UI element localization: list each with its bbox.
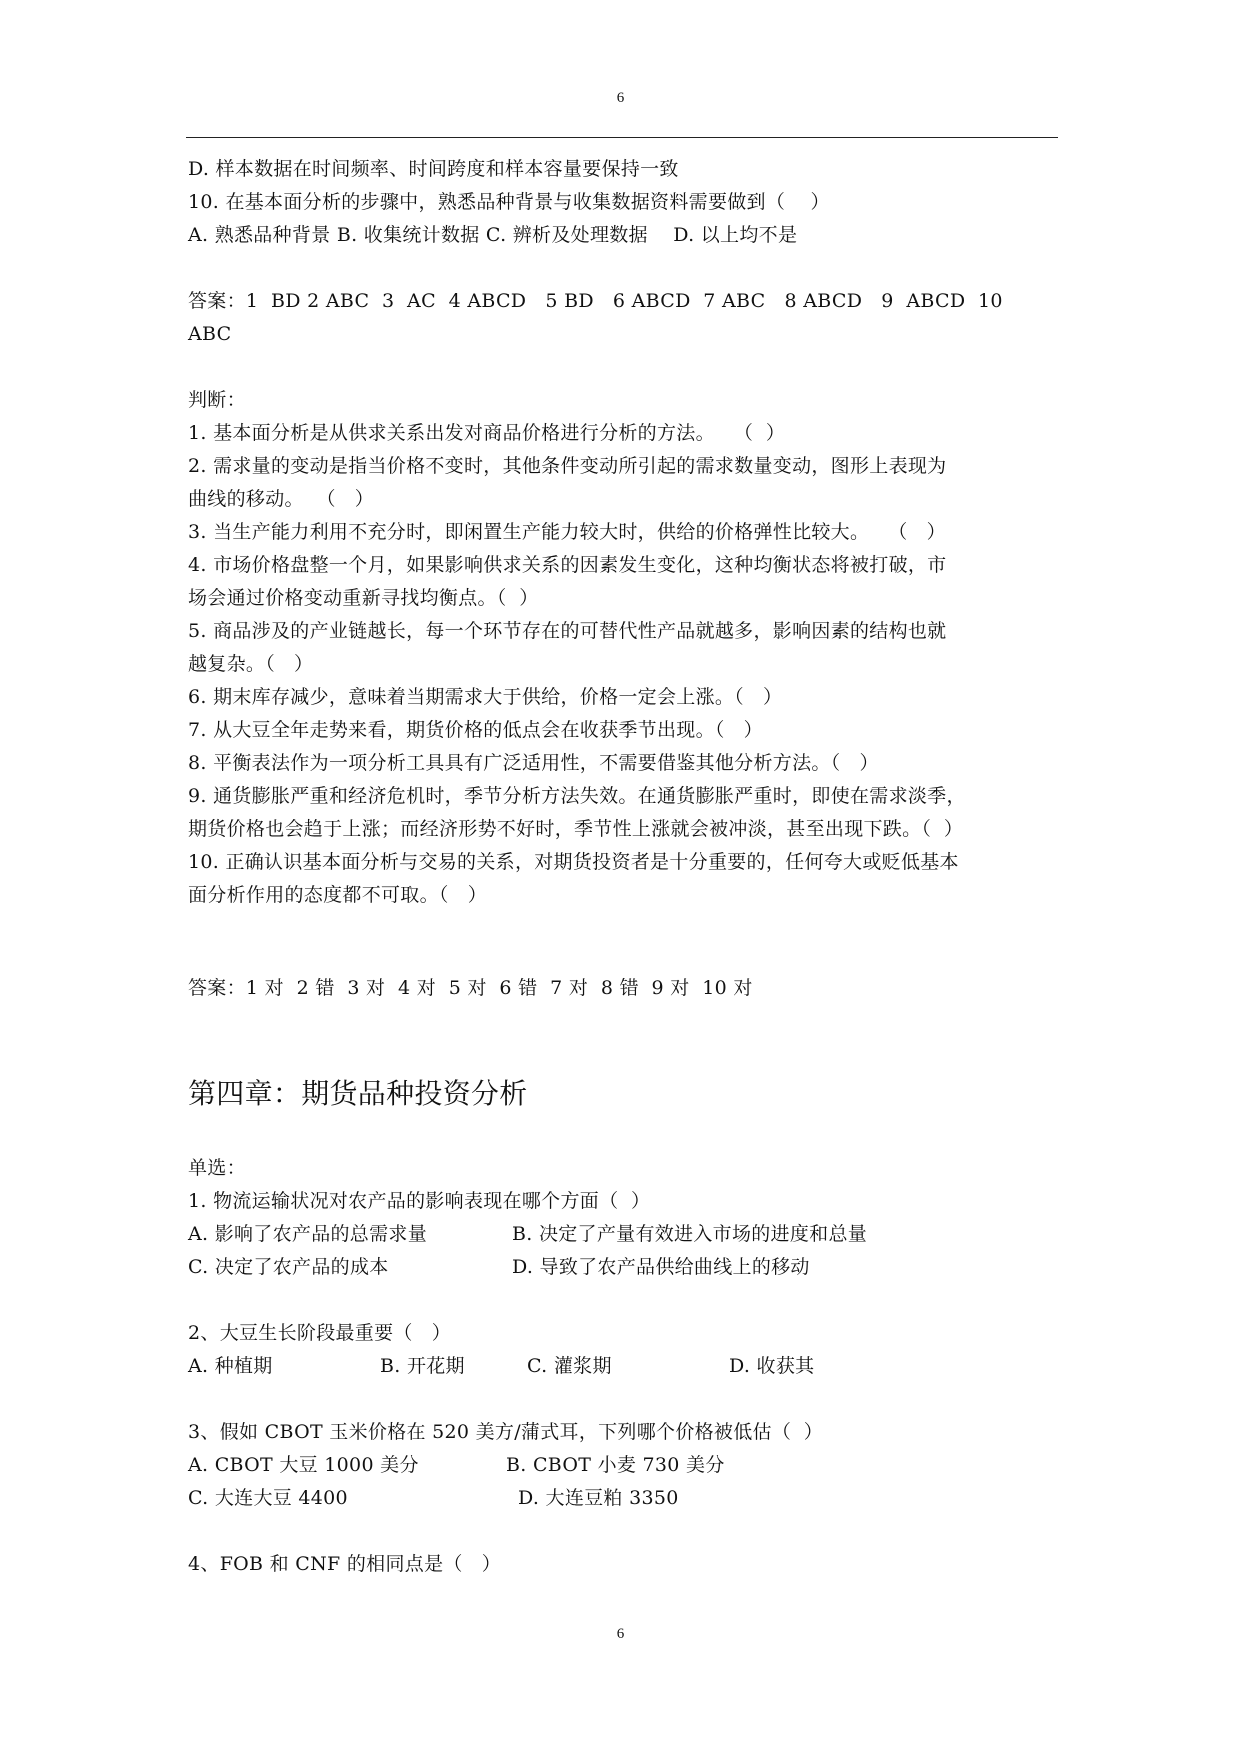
answers-line-1: 答案：1 BD 2 ABC 3 AC 4 ABCD 5 BD 6 ABCD 7 ABC 8 ABCD 9 ABCD 10 bbox=[188, 290, 1003, 312]
judgement-line: 3. 当生产能力利用不充分时，即闲置生产能力较大时，供给的价格弹性比较大。 （ ） bbox=[188, 521, 946, 543]
option-c: C. 大连大豆 4400 bbox=[188, 1487, 348, 1509]
judgement-line: 9. 通货膨胀严重和经济危机时，季节分析方法失效。在通货膨胀严重时，即使在需求淡季， bbox=[188, 785, 966, 807]
options-row bbox=[188, 1350, 1058, 1383]
options-row bbox=[188, 1482, 1058, 1515]
option-c: C. 决定了农产品的成本 bbox=[188, 1256, 389, 1278]
header-rule bbox=[186, 137, 1058, 138]
judgement-title: 判断： bbox=[188, 389, 246, 411]
judgement-line: 越复杂。（ ） bbox=[188, 653, 314, 675]
document-body bbox=[188, 153, 1058, 1581]
prev-option-d: D. 样本数据在时间频率、时间跨度和样本容量要保持一致 bbox=[188, 158, 679, 180]
footer-page-number: 6 bbox=[616, 1626, 625, 1642]
judgement-answers: 答案：1 对 2 错 3 对 4 对 5 对 6 错 7 对 8 错 9 对 10 对 bbox=[188, 977, 753, 999]
judgement-line: 7. 从大豆全年走势来看，期货价格的低点会在收获季节出现。（ ） bbox=[188, 719, 763, 741]
chapter-title: 第四章：期货品种投资分析 bbox=[188, 1077, 528, 1110]
judgement-line: 期货价格也会趋于上涨；而经济形势不好时，季节性上涨就会被冲淡，甚至出现下跌。（ ） bbox=[188, 818, 964, 840]
option-d: D. 大连豆粕 3350 bbox=[518, 1487, 679, 1509]
question-text: 3、假如 CBOT 玉米价格在 520 美方/蒲式耳，下列哪个价格被低估（ ） bbox=[188, 1421, 824, 1443]
judgement-line: 曲线的移动。 （ ） bbox=[188, 488, 375, 510]
option-b: B. 开花期 bbox=[380, 1355, 465, 1377]
judgement-line: 4. 市场价格盘整一个月，如果影响供求关系的因素发生变化，这种均衡状态将被打破，市 bbox=[188, 554, 947, 576]
options-row bbox=[188, 1218, 1058, 1251]
judgement-line: 5. 商品涉及的产业链越长，每一个环节存在的可替代性产品就越多，影响因素的结构也就 bbox=[188, 620, 947, 642]
answers-line-2: ABC bbox=[188, 323, 232, 345]
option-a: A. 影响了农产品的总需求量 bbox=[188, 1223, 428, 1245]
judgement-line: 面分析作用的态度都不可取。（ ） bbox=[188, 884, 488, 906]
judgement-line: 10. 正确认识基本面分析与交易的关系，对期货投资者是十分重要的，任何夸大或贬低基本 bbox=[188, 851, 959, 873]
options-row bbox=[188, 1251, 1058, 1284]
option-b: B. 决定了产量有效进入市场的进度和总量 bbox=[512, 1223, 868, 1245]
judgement-line: 8. 平衡表法作为一项分析工具具有广泛适用性，不需要借鉴其他分析方法。（ ） bbox=[188, 752, 879, 774]
single-choice-title: 单选： bbox=[188, 1157, 246, 1179]
judgement-line: 1. 基本面分析是从供求关系出发对商品价格进行分析的方法。 （ ） bbox=[188, 422, 786, 444]
question-text: 1. 物流运输状况对农产品的影响表现在哪个方面（ ） bbox=[188, 1190, 651, 1212]
option-d: D. 收获其 bbox=[729, 1355, 815, 1377]
judgement-line: 场会通过价格变动重新寻找均衡点。（ ） bbox=[188, 587, 539, 609]
question-10-options: A. 熟悉品种背景 B. 收集统计数据 C. 辨析及处理数据 D. 以上均不是 bbox=[188, 224, 798, 246]
option-c: C. 灌浆期 bbox=[527, 1355, 612, 1377]
question-text: 2、大豆生长阶段最重要（ ） bbox=[188, 1322, 452, 1344]
question-text: 4、FOB 和 CNF 的相同点是（ ） bbox=[188, 1553, 501, 1575]
option-b: B. CBOT 小麦 730 美分 bbox=[506, 1454, 725, 1476]
option-a: A. 种植期 bbox=[188, 1355, 273, 1377]
header-page-number: 6 bbox=[616, 90, 625, 106]
judgement-line: 6. 期末库存减少，意味着当期需求大于供给，价格一定会上涨。（ ） bbox=[188, 686, 783, 708]
option-a: A. CBOT 大豆 1000 美分 bbox=[188, 1454, 419, 1476]
question-10: 10. 在基本面分析的步骤中，熟悉品种背景与收集数据资料需要做到（ ） bbox=[188, 191, 830, 213]
option-d: D. 导致了农产品供给曲线上的移动 bbox=[512, 1256, 810, 1278]
options-row bbox=[188, 1449, 1058, 1482]
judgement-line: 2. 需求量的变动是指当价格不变时，其他条件变动所引起的需求数量变动，图形上表现为 bbox=[188, 455, 947, 477]
